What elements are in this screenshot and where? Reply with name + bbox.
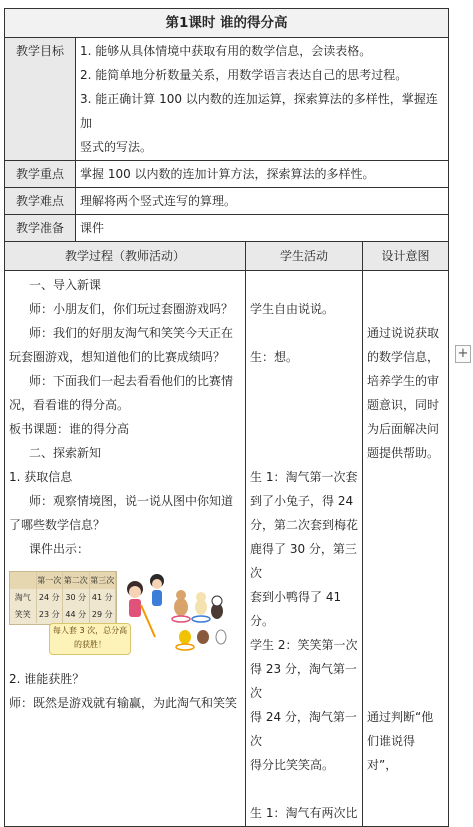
process-line: 师：小朋友们，你们玩过套圈游戏吗？ bbox=[29, 302, 234, 316]
process-line: 二、探索新知 bbox=[29, 446, 102, 460]
intent-line: 们谁说得对”， bbox=[367, 734, 416, 772]
score-head-cell: 第一次 bbox=[37, 572, 64, 589]
lesson-title: 第1课时 谁的得分高 bbox=[5, 9, 449, 38]
student-line: 得 24 分，淘气第一次 bbox=[250, 710, 357, 748]
process-line: 师：既然是游戏就有输赢，为此淘气和笑笑 bbox=[9, 696, 238, 710]
score-cell: 41 分 bbox=[90, 589, 117, 606]
intent-line: 通过说说获取 bbox=[367, 326, 440, 340]
process-line: 了哪些数学信息？ bbox=[9, 518, 106, 532]
difficulty-label: 教学难点 bbox=[5, 188, 76, 215]
process-line: 师：下面我们一起去看看他们的比赛情 bbox=[29, 374, 234, 388]
process-line: 课件出示： bbox=[29, 542, 90, 556]
student-line: 学生 2：笑笑第一次 bbox=[250, 638, 358, 652]
game-scene-figure bbox=[9, 567, 231, 659]
process-line: 况，看看谁的得分高。 bbox=[9, 398, 130, 412]
score-head-cell bbox=[10, 572, 37, 589]
goals-content bbox=[76, 38, 449, 161]
process-header: 教学过程（教师活动） bbox=[5, 242, 246, 271]
process-line: 师：观察情境图，说一说从图中你知道 bbox=[29, 494, 234, 508]
process-line: 2. 谁能获胜？ bbox=[9, 672, 85, 686]
rule-note-bubble: 每人套 3 次，总分高的获胜！ bbox=[49, 623, 131, 655]
process-line: 一、导入新课 bbox=[29, 278, 102, 292]
process-line: 师：我们的好朋友淘气和笑笑今天正在 bbox=[29, 326, 234, 340]
intent-line: 通过判断“他 bbox=[367, 710, 434, 724]
student-line: 得 23 分，淘气第一次 bbox=[250, 662, 357, 700]
lesson-plan-table bbox=[4, 8, 449, 827]
score-cell: 淘气 bbox=[10, 589, 37, 606]
student-line: 生 1：淘气有两次比 bbox=[250, 806, 358, 820]
intent-line: 为后面解决问 bbox=[367, 422, 440, 436]
student-line: 到了小兔子，得 24 bbox=[250, 494, 354, 508]
process-line: 板书课题：谁的得分高 bbox=[9, 422, 130, 436]
prep-text: 课件 bbox=[76, 215, 449, 242]
intent-line: 培养学生的审 bbox=[367, 374, 440, 388]
difficulty-text: 理解将两个竖式连写的算理。 bbox=[76, 188, 449, 215]
goal-line: 1. 能够从具体情境中获取有用的数学信息，会读表格。 bbox=[80, 44, 372, 58]
intent-line: 题意识，同时 bbox=[367, 398, 440, 412]
student-cell bbox=[246, 271, 363, 827]
key-points-label: 教学重点 bbox=[5, 161, 76, 188]
score-cell: 29 分 bbox=[90, 606, 117, 623]
goals-label: 教学目标 bbox=[5, 38, 76, 161]
lesson-plan-document bbox=[4, 8, 448, 827]
score-head-cell: 第三次 bbox=[90, 572, 117, 589]
add-row-button[interactable]: + bbox=[455, 345, 471, 363]
intent-header: 设计意图 bbox=[363, 242, 449, 271]
children-and-prizes-illustration bbox=[121, 567, 229, 655]
student-line: 分，第二次套到梅花 bbox=[250, 518, 359, 532]
student-line: 鹿得了 30 分，第三次 bbox=[250, 542, 357, 580]
goal-line: 2. 能简单地分析数量关系，用数学语言表达自己的思考过程。 bbox=[80, 68, 408, 82]
process-line: 玩套圈游戏，想知道他们的比赛成绩吗？ bbox=[9, 350, 226, 364]
score-cell: 笑笑 bbox=[10, 606, 37, 623]
student-header: 学生活动 bbox=[246, 242, 363, 271]
process-line: 1. 获取信息 bbox=[9, 470, 73, 484]
intent-line: 的数学信息， bbox=[367, 350, 440, 364]
score-cell: 44 分 bbox=[63, 606, 90, 623]
score-cell: 24 分 bbox=[37, 589, 64, 606]
intent-line: 题提供帮助。 bbox=[367, 446, 440, 460]
intent-cell bbox=[363, 271, 449, 827]
score-cell: 30 分 bbox=[63, 589, 90, 606]
score-cell: 23 分 bbox=[37, 606, 64, 623]
student-line: 学生自由说说。 bbox=[250, 302, 335, 316]
score-table bbox=[9, 571, 117, 625]
student-line: 生 1：淘气第一次套 bbox=[250, 470, 358, 484]
goal-line: 竖式的写法。 bbox=[80, 140, 153, 154]
key-points-text: 掌握 100 以内数的连加计算方法，探索算法的多样性。 bbox=[76, 161, 449, 188]
process-cell bbox=[5, 271, 246, 827]
student-line: 套到小鸭得了 41 分。 bbox=[250, 590, 342, 628]
goal-line: 3. 能正确计算 100 以内数的连加运算，探索算法的多样性，掌握连加 bbox=[80, 92, 438, 130]
student-line: 生：想。 bbox=[250, 350, 299, 364]
score-head-cell: 第二次 bbox=[63, 572, 90, 589]
student-line: 得分比笑笑高。 bbox=[250, 758, 335, 772]
prep-label: 教学准备 bbox=[5, 215, 76, 242]
